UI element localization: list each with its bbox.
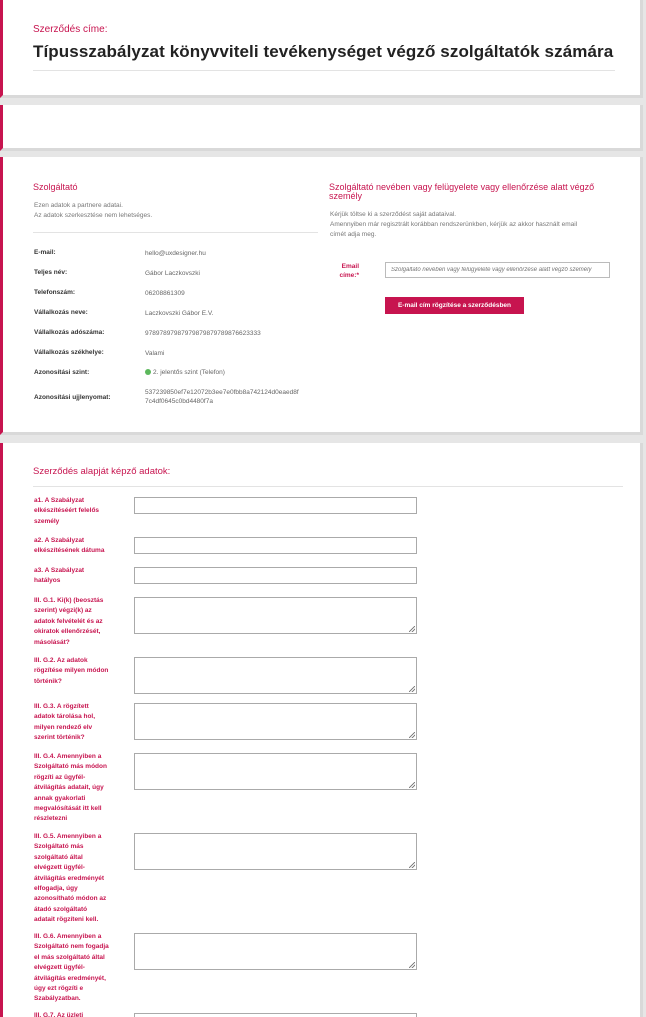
field-input-a1[interactable] [134, 497, 417, 514]
contract-title: Típusszabályzat könyvviteli tevékenységet végző szolgáltatók számára [33, 42, 614, 61]
label-line: el más szolgáltató által [34, 953, 105, 961]
divider [33, 486, 623, 487]
provider-name-key: Teljes név: [34, 269, 68, 276]
provider-seat-key: Vállalkozás székhelye: [34, 349, 104, 356]
contract-title-card [0, 0, 643, 98]
provider-taxid-value: 97897897987979879879789876623333 [145, 330, 261, 337]
field-textarea-g6[interactable] [134, 933, 417, 970]
label-line: a1. A Szabályzat [34, 497, 85, 504]
parties-card [0, 157, 643, 435]
field-textarea-g3[interactable] [134, 703, 417, 740]
divider [33, 232, 318, 233]
label-line: elkészítésének dátuma [34, 547, 105, 555]
label-line: adatok tárolása hol, [34, 713, 96, 721]
provider-level-text: 2. jelentős szint (Telefon) [153, 369, 225, 376]
label-line: rögzíti az ügyfél- [34, 773, 86, 781]
email-label-line2: címe:* [339, 272, 359, 279]
provider-phone-value: 06208861309 [145, 290, 185, 297]
label-line: III. G.2. Az adatok [34, 657, 88, 664]
label-line: elvégzett ügyfél- [34, 964, 85, 972]
label-line: átvilágítás adatait, úgy [34, 784, 104, 792]
label-line: III. G.4. Amennyiben a [34, 753, 102, 760]
email-field-label [329, 262, 359, 280]
field-textarea-g4[interactable] [134, 753, 417, 790]
field-textarea-g2[interactable] [134, 657, 417, 694]
contract-data-card [0, 443, 643, 1017]
field-label-g6 [34, 932, 124, 1005]
label-line: Szolgáltató más módon [34, 763, 107, 771]
provider-heading: Szolgáltató [33, 182, 78, 192]
provider-email-key: E-mail: [34, 249, 56, 256]
label-line: a3. A Szabályzat [34, 567, 85, 574]
field-label-g5 [34, 832, 124, 926]
label-line: annak gyakorlati [34, 794, 86, 802]
label-line: hatályos [34, 577, 61, 585]
label-line: úgy ezt rögzíti e [34, 985, 84, 993]
field-textarea-g1[interactable] [134, 597, 417, 634]
provider-level-value [145, 368, 225, 377]
label-line: történik? [34, 677, 62, 685]
field-label-g1 [34, 596, 124, 648]
label-line: III. G.5. Amennyiben a [34, 833, 102, 840]
field-label-a1 [34, 496, 124, 527]
label-line: III. G.7. Az üzleti [34, 1012, 84, 1017]
provider-fingerprint-value-1: 537239850ef7e12072b3ee7e0fbb8a742124d0eaed8f [145, 389, 299, 396]
contract-title-label: Szerződés címe: [33, 24, 108, 35]
supervisor-heading-1: Szolgáltató nevében vagy felügyelete vagy ellenőrzése alatt végző [329, 182, 595, 192]
supervisor-desc-1: Kérjük töltse ki a szerződést saját adataival. [330, 211, 457, 218]
provider-desc-2: Az adatok szerkesztése nem lehetséges. [34, 212, 153, 219]
supervisor-heading-2: személy [329, 191, 363, 201]
field-input-a3[interactable] [134, 567, 417, 584]
label-line: III. G.3. A rögzített [34, 703, 89, 710]
field-label-g3 [34, 702, 124, 744]
label-line: szerint történik? [34, 734, 85, 742]
label-line: elfogadja, úgy [34, 885, 78, 893]
empty-card [0, 105, 643, 151]
label-line: elvégzett ügyfél- [34, 864, 85, 872]
field-label-a2 [34, 536, 124, 557]
contract-data-heading: Szerződés alapját képző adatok: [33, 466, 171, 477]
field-label-g7 [34, 1011, 124, 1017]
label-line: okiratok ellenőrzését, [34, 628, 101, 636]
provider-desc-1: Ezen adatok a partnere adatai. [34, 202, 123, 209]
verified-status-icon [145, 369, 151, 375]
label-line: átvilágítás eredményét, [34, 974, 106, 982]
label-line: milyen rendező elv [34, 723, 93, 731]
provider-level-key: Azonosítási szint: [34, 369, 90, 376]
provider-company-value: Laczkovszki Gábor E.V. [145, 310, 214, 317]
label-line: a2. A Szabályzat [34, 537, 85, 544]
field-input-a2[interactable] [134, 537, 417, 554]
label-line: átadó szolgáltató [34, 905, 88, 913]
label-line: elkészítéséért felelős [34, 507, 100, 515]
label-line: azonosítható módon az [34, 895, 107, 903]
label-line: adatait rögzíteni kell. [34, 916, 99, 924]
field-label-a3 [34, 566, 124, 587]
label-line: adatok felvételét és az [34, 617, 103, 625]
save-email-button[interactable]: E-mail cím rögzítése a szerződésben [385, 297, 524, 314]
divider [33, 70, 615, 71]
label-line: másolását? [34, 638, 70, 646]
provider-email-value: hello@uxdesigner.hu [145, 250, 206, 257]
label-line: III. G.1. Ki(k) (beosztás [34, 597, 104, 604]
provider-fingerprint-value-2: 7c4df0645c0bd4480f7a [145, 398, 213, 405]
supervisor-desc-2: Amennyiben már regisztrált korábban rendszerünkben, kérjük az akkor használt email [330, 221, 578, 228]
label-line: rögzítése milyen módon [34, 667, 109, 675]
label-line: Szolgáltató nem fogadja [34, 943, 109, 951]
provider-phone-key: Telefonszám: [34, 289, 76, 296]
label-line: személy [34, 517, 60, 525]
provider-company-key: Vállalkozás neve: [34, 309, 88, 316]
field-label-g4 [34, 752, 124, 825]
provider-seat-value: Valami [145, 350, 165, 357]
label-line: Szolgáltató más [34, 843, 84, 851]
label-line: szerint) végzi(k) az [34, 607, 92, 615]
label-line: átvilágítás eredményét [34, 874, 105, 882]
field-label-g2 [34, 656, 124, 687]
label-line: szolgáltató által [34, 853, 83, 861]
label-line: III. G.6. Amennyiben a [34, 933, 102, 940]
label-line: Szabályzatban. [34, 995, 81, 1003]
provider-name-value: Gábor Laczkovszki [145, 270, 200, 277]
supervisor-desc-3: címét adja meg. [330, 231, 377, 238]
label-line: megvalósítását itt kell [34, 805, 102, 813]
label-line: részletezni [34, 815, 68, 823]
field-textarea-g5[interactable] [134, 833, 417, 870]
provider-taxid-key: Vállalkozás adószáma: [34, 329, 105, 336]
field-textarea-g7[interactable] [134, 1013, 417, 1017]
email-label-line1: Email [341, 263, 359, 270]
supervisor-email-input[interactable] [385, 262, 610, 278]
provider-fingerprint-key: Azonosítási ujjlenyomat: [34, 394, 111, 401]
